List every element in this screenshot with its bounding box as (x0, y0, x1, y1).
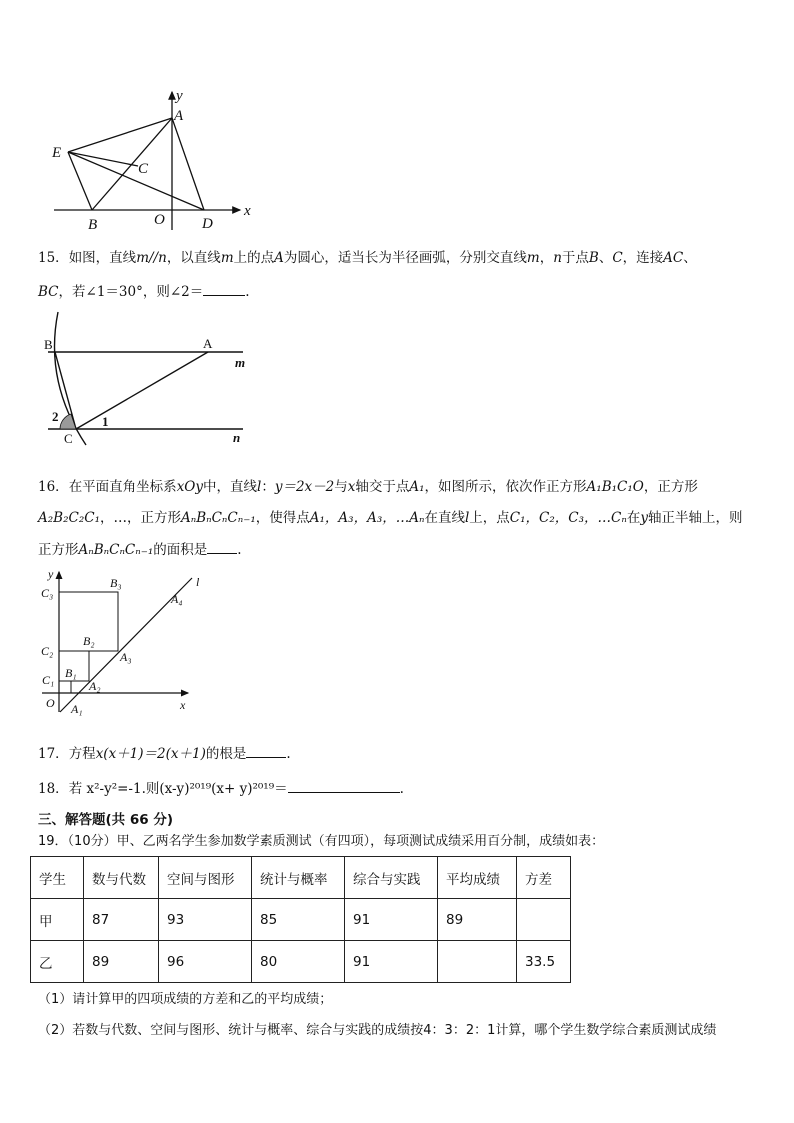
answer-blank[interactable] (246, 743, 286, 758)
segment-EC (68, 152, 138, 166)
q19-sub1: （1）请计算甲的四项成绩的方差和乙的平均成绩； (38, 992, 333, 1007)
label-B2: B₂ (83, 634, 95, 648)
label-y: y (176, 88, 183, 104)
header-cell: 方差 (517, 857, 571, 899)
label-C3: C₃ (41, 586, 54, 600)
q16-line1: 16．在平面直角坐标系xOy中，直线l：y＝2x－2与x轴交于点A₁，如图所示，依次作正方形A₁B₁C₁O，正方形 (38, 479, 698, 495)
q18-number: 18． (38, 781, 69, 797)
q18: 18．若 x²-y²=-1.则(x-y)²⁰¹⁹(x+ y)²⁰¹⁹＝ . (38, 778, 404, 799)
label-B3: B₃ (110, 576, 122, 590)
segment-AC (76, 352, 208, 429)
table-cell: 33.5 (517, 941, 571, 983)
label-A3: A₃ (120, 650, 132, 664)
label-A: A (174, 108, 184, 124)
header-cell: 统计与概率 (252, 857, 345, 899)
answer-blank[interactable] (203, 281, 245, 296)
label-angle-1: 1 (102, 414, 109, 429)
q15-line1: 15．如图，直线m//n，以直线m上的点A为圆心，适当长为半径画弧，分别交直线m，n于点B、C，连接AC、 (38, 250, 697, 266)
label-A: A (203, 336, 213, 351)
table-cell: 80 (252, 941, 345, 983)
segment-AD (172, 118, 204, 210)
label-y: y (48, 567, 54, 581)
table-cell (438, 941, 517, 983)
figure-q16 (38, 566, 208, 718)
table-cell: 89 (84, 941, 159, 983)
header-cell: 空间与图形 (159, 857, 252, 899)
label-O: O (154, 212, 165, 228)
label-x: x (180, 698, 186, 712)
table-row (31, 899, 571, 941)
label-A1: A₁ (71, 702, 83, 716)
angle-2-mark (60, 414, 76, 429)
table-cell: 87 (84, 899, 159, 941)
table-cell: 85 (252, 899, 345, 941)
q16-number: 16． (38, 479, 69, 495)
header-cell: 平均成绩 (438, 857, 517, 899)
label-O: O (46, 696, 55, 710)
table-cell: 96 (159, 941, 252, 983)
answer-blank[interactable] (207, 539, 237, 554)
label-B1: B₁ (65, 666, 77, 680)
table-header-row (31, 857, 571, 899)
label-B: B (44, 337, 53, 352)
label-n: n (233, 430, 241, 445)
figure-q15 (38, 312, 258, 448)
label-B: B (88, 217, 98, 233)
label-D: D (202, 216, 213, 232)
label-C2: C₂ (41, 644, 54, 658)
header-cell: 综合与实践 (345, 857, 438, 899)
q17-number: 17． (38, 746, 69, 762)
score-table (30, 856, 571, 983)
label-l: l (196, 575, 200, 589)
q16-line2: A₂B₂C₂C₁，…，正方形AₙBₙCₙCₙ₋₁，使得点A₁，A₃，A₃，…Aₙ在直线l上，点C₁，C₂，C₃，…Cₙ在y轴正半轴上，则 (38, 510, 743, 526)
label-C: C (138, 161, 149, 177)
q17: 17．方程x(x＋1)＝2(x＋1)的根是 . (38, 743, 291, 764)
q15-line2: BC，若∠1＝30°，则∠2＝ . (38, 281, 250, 302)
section-title: 三、解答题(共 66 分) (38, 812, 174, 828)
table-cell: 91 (345, 899, 438, 941)
label-C1: C₁ (42, 673, 55, 687)
header-cell: 学生 (31, 857, 84, 899)
label-A2: A₂ (89, 679, 101, 693)
table-cell: 91 (345, 941, 438, 983)
figure-q14 (44, 82, 264, 232)
q19-intro: 19．（10分）甲、乙两名学生参加数学素质测试（有四项），每项测试成绩采用百分制，成绩如表： (38, 834, 605, 849)
label-angle-2: 2 (52, 409, 59, 424)
table-cell: 乙 (31, 941, 84, 983)
table-cell: 89 (438, 899, 517, 941)
label-m: m (235, 355, 246, 370)
table-row (31, 941, 571, 983)
table-cell (517, 899, 571, 941)
square-1 (59, 681, 71, 693)
table-cell: 甲 (31, 899, 84, 941)
q16-line3: 正方形AₙBₙCₙCₙ₋₁的面积是 . (38, 539, 242, 560)
q19-sub2: （2）若数与代数、空间与图形、统计与概率、综合与实践的成绩按4：3：2：1计算，哪个学生数学综合素质测试成绩 (38, 1023, 717, 1038)
label-A4: A₄ (171, 592, 183, 606)
label-E: E (52, 145, 62, 161)
label-x: x (244, 203, 251, 219)
table-cell: 93 (159, 899, 252, 941)
label-C: C (64, 431, 73, 446)
header-cell: 数与代数 (84, 857, 159, 899)
segment-BA (92, 118, 172, 210)
q15-number: 15． (38, 250, 69, 266)
answer-blank[interactable] (288, 778, 400, 793)
